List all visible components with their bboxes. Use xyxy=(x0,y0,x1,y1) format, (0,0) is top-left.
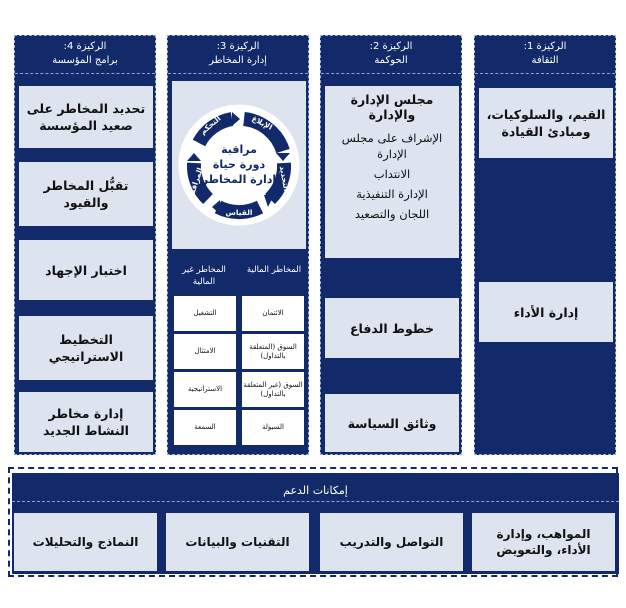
cycle-step: التحكم xyxy=(198,113,223,137)
cycle-center-line: إدارة المخاطر xyxy=(201,173,277,186)
pillar-title: إدارة المخاطر xyxy=(209,55,267,66)
pillar-header xyxy=(321,40,461,74)
pillar-culture xyxy=(474,35,616,455)
governance-item: الانتداب xyxy=(373,167,411,181)
pillar-number: الركيزة 3: xyxy=(216,41,260,52)
values-behaviors-box: القيم، والسلوكيات، ومبادئ القيادة xyxy=(479,88,613,158)
financial-risk-cell: السوق (غير المتعلقة بالتداول) xyxy=(242,372,304,407)
board-management-box xyxy=(325,86,459,258)
pillar-title: الحوكمة xyxy=(374,55,408,66)
nonfinancial-risk-cell: الاستراتيجية xyxy=(174,372,236,407)
technology-data-box: التقنيات والبيانات xyxy=(166,513,309,571)
pillar-number: الركيزة 4: xyxy=(63,41,107,52)
new-business-risk-box: إدارة مخاطر النشاط الجديد xyxy=(19,392,153,452)
risk-appetite-box: تقبُّل المخاطر والقيود xyxy=(19,162,153,226)
financial-risk-cell: السوق (المتعلقة بالتداول) xyxy=(242,334,304,369)
pillar-title: الثقافة xyxy=(531,55,559,66)
financial-risks-label: المخاطر المالية xyxy=(246,265,302,275)
pillar-enterprise-programs xyxy=(14,35,156,455)
pillar-header xyxy=(168,40,308,74)
enterprise-risk-identification-box: تحديد المخاطر على صعيد المؤسسة xyxy=(19,86,153,148)
communication-training-box: التواصل والتدريب xyxy=(320,513,463,571)
board-management-title: مجلس الإدارة والإدارة xyxy=(350,92,434,122)
stress-testing-box: اختبار الإجهاد xyxy=(19,240,153,300)
performance-management-box: إدارة الأداء xyxy=(479,282,613,342)
governance-item: اللجان والتصعيد xyxy=(354,207,430,221)
nonfinancial-risk-cell: السمعة xyxy=(174,410,236,445)
risk-lifecycle-box xyxy=(172,81,306,249)
risk-lifecycle-diagram xyxy=(172,81,306,249)
strategic-planning-box: التخطيط الاستراتيجي xyxy=(19,316,153,380)
nonfinancial-risk-cell: الامتثال xyxy=(174,334,236,369)
financial-risk-cell: الائتمان xyxy=(242,296,304,331)
cycle-step: التحديد xyxy=(277,165,292,192)
cycle-center-line: دورة حياة xyxy=(212,158,266,171)
cycle-step: المراقبة xyxy=(186,166,205,198)
pillar-number: الركيزة 1: xyxy=(523,41,567,52)
pillar-risk-management xyxy=(167,35,309,455)
lines-of-defense-box: خطوط الدفاع xyxy=(325,298,459,358)
cycle-step: الإبلاغ xyxy=(250,113,274,132)
governance-item: الإشراف على مجلس الإدارة xyxy=(341,131,443,161)
governance-item: الإدارة التنفيذية xyxy=(356,187,428,201)
support-capabilities-title: إمكانات الدعم xyxy=(12,480,619,502)
pillar-governance xyxy=(320,35,462,455)
pillar-title: برامج المؤسسة xyxy=(52,55,118,66)
pillar-header xyxy=(475,40,615,74)
cycle-step: القياس xyxy=(225,208,253,217)
models-analytics-box: النماذج والتحليلات xyxy=(14,513,157,571)
pillar-number: الركيزة 2: xyxy=(369,41,413,52)
talent-performance-box: المواهب، وإدارة الأداء، والتعويض xyxy=(472,513,615,571)
nonfinancial-risk-cell: التشغيل xyxy=(174,296,236,331)
nonfinancial-risks-label: المخاطر غير المالية xyxy=(182,265,226,287)
pillar-header xyxy=(15,40,155,74)
financial-risk-cell: السيولة xyxy=(242,410,304,445)
cycle-center-line: مراقبة xyxy=(221,143,257,156)
policy-documents-box: وثائق السياسة xyxy=(325,394,459,452)
